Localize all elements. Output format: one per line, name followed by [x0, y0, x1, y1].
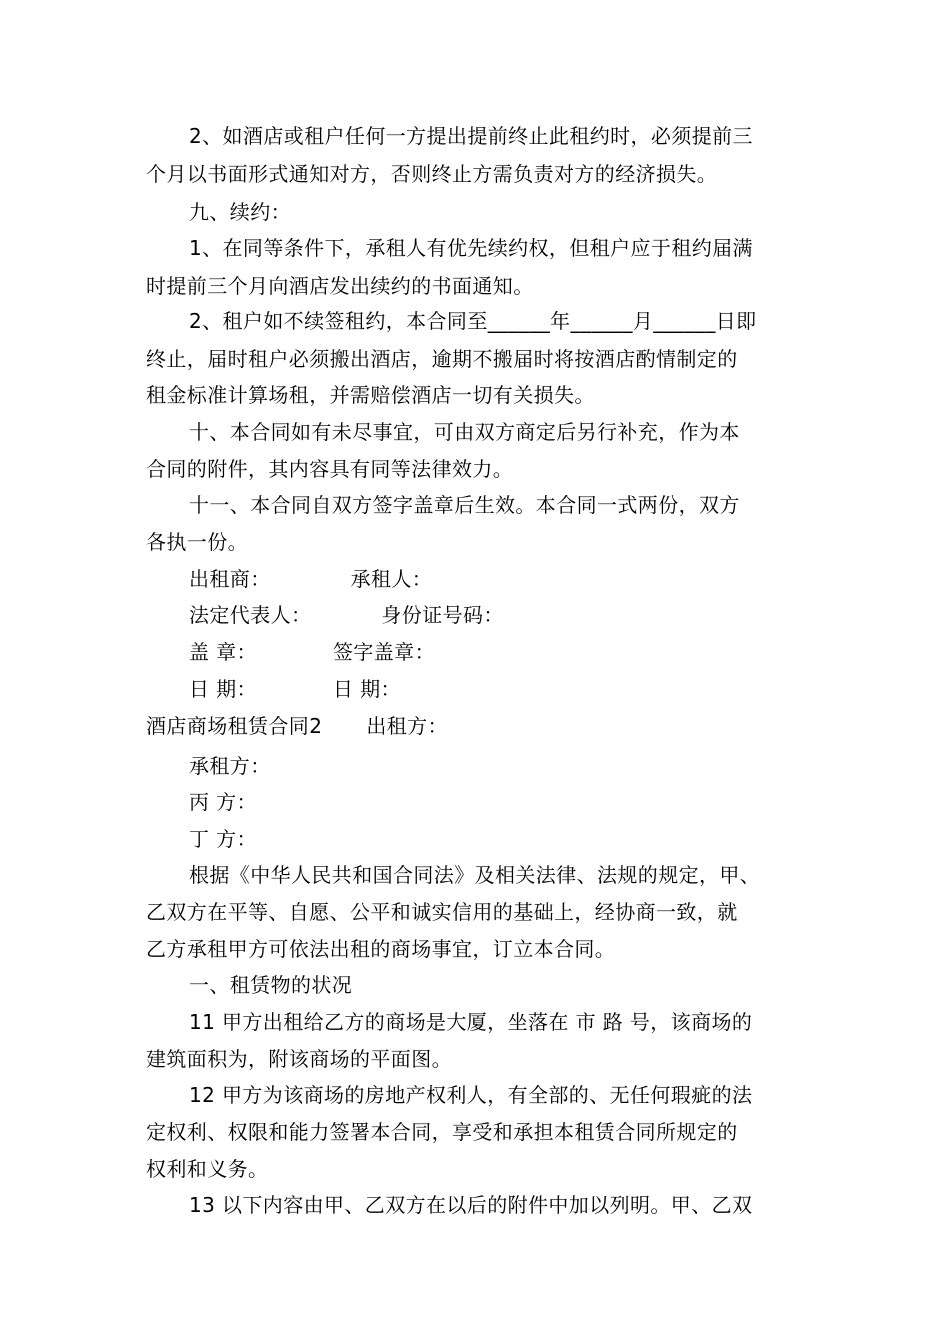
- legal-rep-label: 法定代表人：: [189, 603, 312, 627]
- text-line: 建筑面积为，附该商场的平面图。: [146, 1047, 452, 1071]
- text-line: 各执一份。: [146, 530, 248, 554]
- text-line: 时提前三个月向酒店发出续约的书面通知。: [146, 274, 534, 298]
- lessee-label: 承租人：: [350, 567, 433, 591]
- id-number-label: 身份证号码：: [381, 603, 504, 627]
- sign-seal-label: 签字盖章：: [332, 640, 435, 664]
- party-d-label: 丁 方：: [189, 827, 257, 851]
- text-line: 1、在同等条件下，承租人有优先续约权，但租户应于租约届满: [189, 236, 753, 260]
- contract-title-row: [146, 708, 448, 744]
- text-line: 终止，届时租户必须搬出酒店，逾期不搬届时将按酒店酌情制定的: [146, 347, 738, 371]
- text-line: 定权利、权限和能力签署本合同，享受和承担本租赁合同所规定的: [146, 1120, 738, 1144]
- contract-title: 酒店商场租赁合同2: [146, 714, 323, 738]
- text-line: 根据《中华人民共和国合同法》及相关法律、法规的规定，甲、: [189, 863, 761, 887]
- text-line: 12 甲方为该商场的房地产权利人，有全部的、无任何瑕疵的法: [189, 1083, 753, 1107]
- text-line: 2、租户如不续签租约，本合同至______年______月______日即: [189, 309, 757, 333]
- text-line: 13 以下内容由甲、乙双方在以后的附件中加以列明。甲、乙双: [189, 1193, 753, 1217]
- lessor-label: 出租商：: [189, 567, 271, 591]
- text-line: 11 甲方出租给乙方的商场是大厦，坐落在 市 路 号，该商场的: [189, 1010, 753, 1034]
- date-label: 日 期：: [189, 677, 257, 701]
- text-line: 十、本合同如有未尽事宜，可由双方商定后另行补充，作为本: [189, 420, 740, 444]
- seal-label: 盖 章：: [189, 640, 257, 664]
- signature-row-seal: [189, 634, 435, 670]
- text-line: 乙方承租甲方可依法出租的商场事宜，订立本合同。: [146, 937, 616, 961]
- section-heading: 一、租赁物的状况: [189, 973, 353, 997]
- text-line: 租金标准计算场租，并需赔偿酒店一切有关损失。: [146, 383, 595, 407]
- date-label: 日 期：: [332, 677, 401, 701]
- text-line: 2、如酒店或租户任何一方提出提前终止此租约时，必须提前三: [189, 124, 753, 148]
- text-line: 乙双方在平等、自愿、公平和诚实信用的基础上，经协商一致，就: [146, 900, 738, 924]
- section-heading: 九、续约：: [189, 200, 291, 224]
- text-line: 权利和义务。: [146, 1157, 269, 1181]
- text-line: 个月以书面形式通知对方，否则终止方需负责对方的经济损失。: [146, 162, 718, 186]
- text-line: 合同的附件，其内容具有同等法律效力。: [146, 457, 514, 481]
- signature-row-parties: [189, 561, 432, 597]
- text-line: 十一、本合同自双方签字盖章后生效。本合同一式两份，双方: [189, 493, 740, 517]
- party-c-label: 丙 方：: [189, 790, 257, 814]
- signature-row-date: [189, 671, 401, 707]
- party-a-label: 出租方：: [366, 714, 448, 738]
- signature-row-rep: [189, 597, 504, 633]
- party-b-label: 承租方：: [189, 754, 271, 778]
